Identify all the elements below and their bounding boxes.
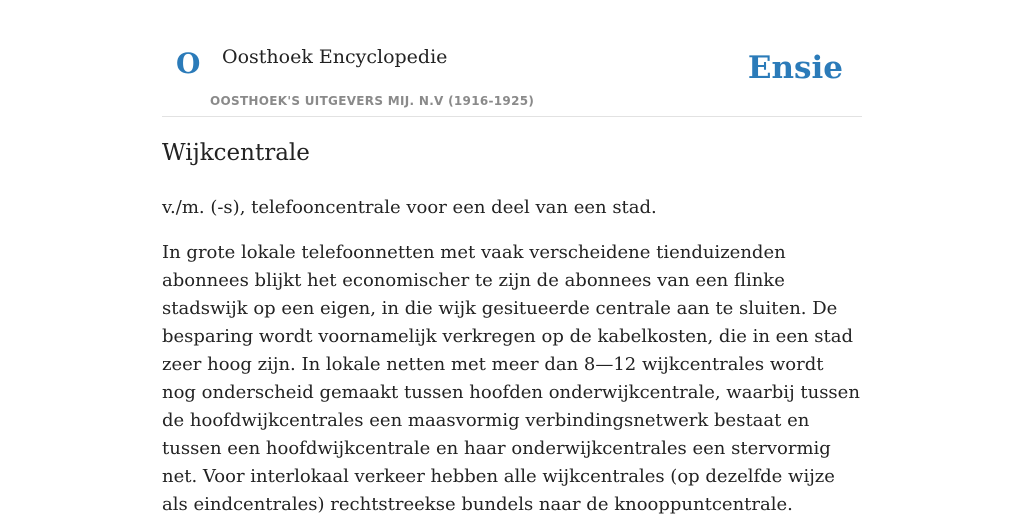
entry-body: In grote lokale telefoonnetten met vaak verscheidene tienduizenden abonnees blijkt het economischer te zijn de abonnees van een flinke stadswijk op een eigen, in die wijk gesitueerde centrale aan te sluiten. De besparing wordt voornamelijk verkregen op de kabelkosten, die in een stad zeer hoog zijn. In lokale netten met meer dan 8—12 wijkcentrales wordt nog onderscheid gemaakt tussen hoofden onderwijkcentrale, waarbij tussen de hoofdwijkcentrales een maasvormig verbindingsnetwerk bestaat en tussen een hoofdwijkcentrale en haar onderwijkcentrales een stervormig net. Voor interlokaal verkeer hebben alle wijkcentrales (op dezelfde wijze als eindcentrales) rechtstreekse bundels naar de knooppuntcentrale. (162, 242, 860, 515)
publication-header (162, 0, 862, 117)
entry-title: Wijkcentrale (162, 140, 310, 166)
article-page (162, 0, 862, 515)
publication-title[interactable]: Oosthoek Encyclopedie (222, 46, 448, 68)
publication-logo[interactable]: O (176, 47, 201, 80)
entry-definition: v./m. (-s), telefooncentrale voor een deel van een stad. (162, 197, 657, 218)
publisher-name: OOSTHOEK'S UITGEVERS MIJ. N.V (1916-1925) (210, 94, 535, 108)
ensie-logo-link[interactable]: Ensie (747, 50, 843, 86)
